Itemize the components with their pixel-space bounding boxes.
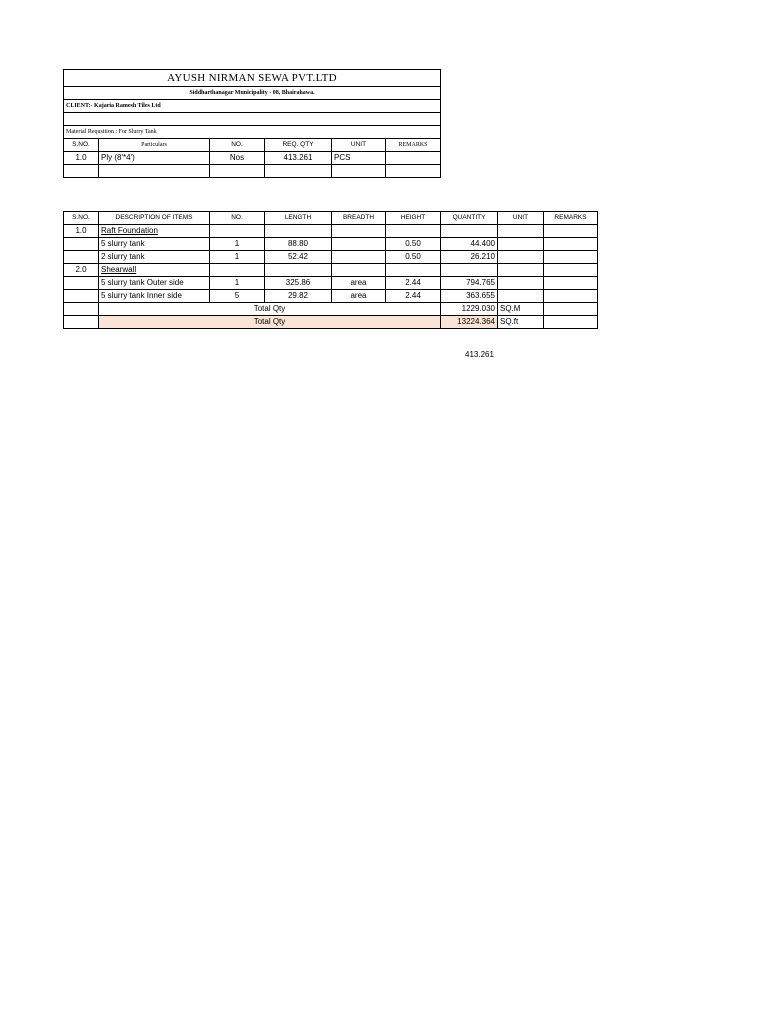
header-description: DESCRIPTION OF ITEMS [99,212,210,225]
cell-description: 5 slurry tank Outer side [99,277,210,290]
material-requisition-label: Material Requsition : For Slurry Tank [64,126,441,139]
cell-no: 1 [210,251,265,264]
header-no: NO. [210,212,265,225]
header-no: NO. [210,139,265,152]
table-row [64,225,598,238]
cell-breadth [332,251,386,264]
cell-remarks [544,225,598,238]
cell-unit [498,290,544,303]
header-length: LENGTH [265,212,332,225]
cell-unit [498,225,544,238]
table-row [64,277,598,290]
empty-cell [64,165,99,178]
cell-quantity [441,225,498,238]
cell-height [386,225,441,238]
header-remarks: REMARKS [386,139,441,152]
qty-header-row [64,212,598,225]
cell-sno [64,277,99,290]
cell-height: 2.44 [386,277,441,290]
cell-unit: PCS [332,152,386,165]
table-row [64,251,598,264]
cell-unit [498,264,544,277]
cell-remarks [544,238,598,251]
loose-value: 413.261 [465,350,494,359]
cell-remarks [544,290,598,303]
cell-quantity [441,264,498,277]
total-quantity: 1229.030 [441,303,498,316]
cell-height [386,264,441,277]
quantity-table [63,211,598,329]
empty-cell [210,165,265,178]
cell-quantity: 794.765 [441,277,498,290]
cell-description: Raft Foundation [99,225,210,238]
header-quantity: QUANTITY [441,212,498,225]
total-row-sqft [64,316,598,329]
cell-height: 0.50 [386,251,441,264]
total-label: Total Qty [99,316,441,329]
cell-unit [498,238,544,251]
total-label: Total Qty [99,303,441,316]
table-row [64,152,441,165]
total-quantity: 13224.364 [441,316,498,329]
cell-length: 88.80 [265,238,332,251]
header-remarks: REMARKS [544,212,598,225]
cell-remarks [544,251,598,264]
header-sno: S.NO. [64,139,99,152]
company-location: Siddharthanagar Municipality - 08, Bhairahawa. [64,87,441,100]
material-requisition-table [63,69,441,178]
cell-req-qty: 413.261 [265,152,332,165]
cell-sno: 2.0 [64,264,99,277]
company-name: AYUSH NIRMAN SEWA PVT.LTD [64,70,441,87]
cell-unit [498,251,544,264]
cell-description: 2 slurry tank [99,251,210,264]
cell-remarks [544,277,598,290]
cell-length [265,264,332,277]
cell-no [210,225,265,238]
cell-particulars: Ply (8'*4') [99,152,210,165]
header-req-qty: REQ. QTY [265,139,332,152]
empty-cell [64,316,99,329]
empty-cell [332,165,386,178]
empty-cell [544,316,598,329]
cell-description: Shearwall [99,264,210,277]
cell-sno [64,251,99,264]
cell-length: 52.42 [265,251,332,264]
req-header-row [64,139,441,152]
cell-quantity: 363.655 [441,290,498,303]
cell-no [210,264,265,277]
empty-cell [99,165,210,178]
table-row [64,238,598,251]
cell-remarks [386,152,441,165]
cell-sno: 1.0 [64,225,99,238]
header-particulars: Particulars [99,139,210,152]
table-row [64,264,598,277]
cell-description: 5 slurry tank [99,238,210,251]
total-unit: SQ.ft [498,316,544,329]
cell-no: Nos [210,152,265,165]
cell-breadth [332,238,386,251]
total-row-sqm [64,303,598,316]
cell-length: 29.82 [265,290,332,303]
header-unit: UNIT [498,212,544,225]
table-row [64,165,441,178]
header-breadth: BREADTH [332,212,386,225]
cell-length [265,225,332,238]
cell-quantity: 44.400 [441,238,498,251]
cell-unit [498,277,544,290]
cell-sno [64,290,99,303]
cell-sno [64,238,99,251]
empty-cell [265,165,332,178]
cell-description: 5 slurry tank Inner side [99,290,210,303]
header-unit: UNIT [332,139,386,152]
cell-breadth: area [332,290,386,303]
header-sno: S.NO. [64,212,99,225]
cell-height: 0.50 [386,238,441,251]
cell-length: 325.86 [265,277,332,290]
cell-no: 1 [210,238,265,251]
cell-breadth: area [332,277,386,290]
empty-cell [64,303,99,316]
table-row [64,290,598,303]
cell-no: 5 [210,290,265,303]
cell-height: 2.44 [386,290,441,303]
cell-remarks [544,264,598,277]
blank-row [64,113,441,126]
cell-no: 1 [210,277,265,290]
empty-cell [386,165,441,178]
cell-breadth [332,225,386,238]
cell-sno: 1.0 [64,152,99,165]
empty-cell [544,303,598,316]
client-name: CLIENT:- Kajaria Ramesh Tiles Ltd [64,100,441,113]
cell-quantity: 26.210 [441,251,498,264]
cell-breadth [332,264,386,277]
header-height: HEIGHT [386,212,441,225]
total-unit: SQ.M [498,303,544,316]
